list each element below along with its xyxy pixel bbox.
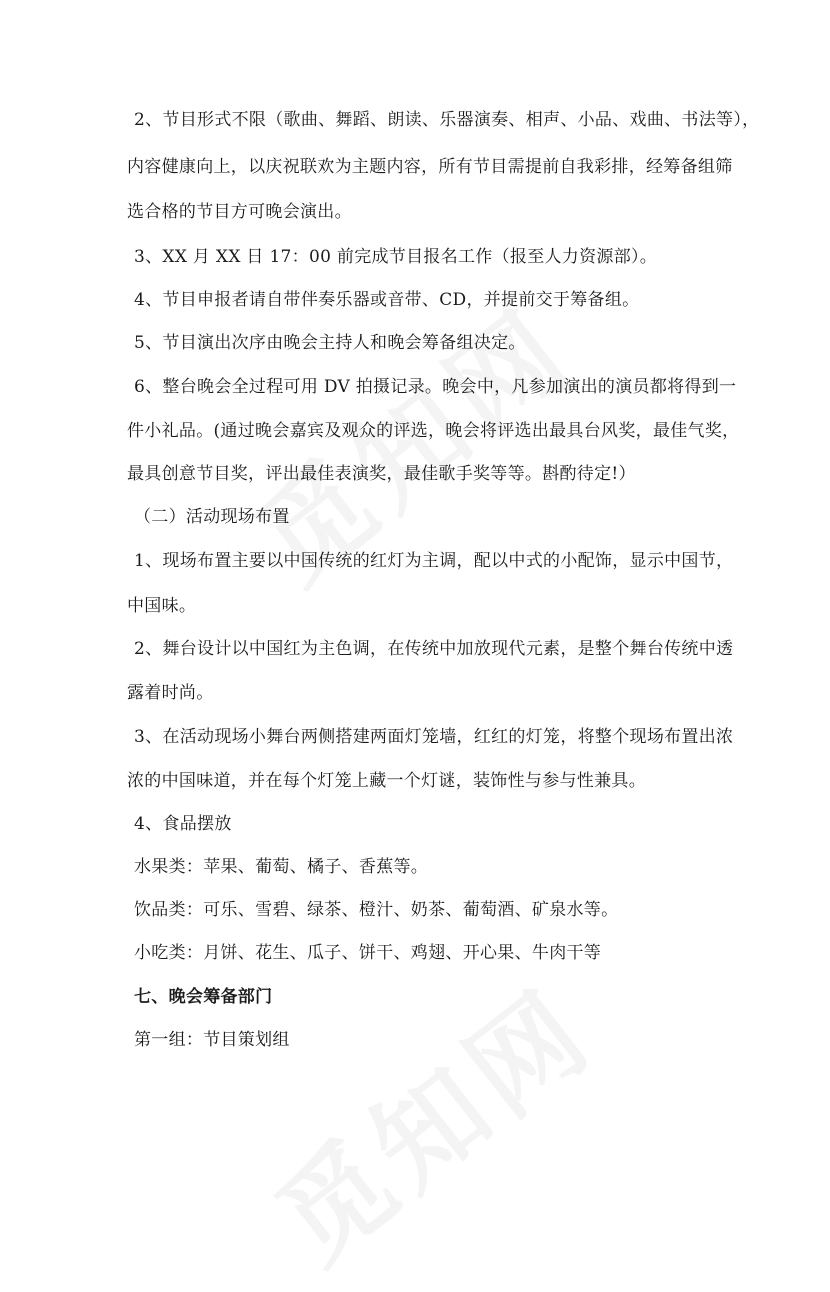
paragraph-line: 6、整台晚会全过程可用 DV 拍摄记录。晚会中，凡参加演出的演员都将得到一 [134, 377, 737, 397]
paragraph-line: 件小礼品。(通过晚会嘉宾及观众的评选，晚会将评选出最具台风奖，最佳气奖， [127, 421, 740, 441]
paragraph-line: 1、现场布置主要以中国传统的红灯为主调，配以中式的小配饰，显示中国节， [134, 551, 734, 571]
chapter-heading: 七、晚会筹备部门 [134, 987, 273, 1007]
list-item: 水果类：苹果、葡萄、橘子、香蕉等。 [134, 857, 429, 877]
section-heading: （二）活动现场布置 [134, 507, 290, 527]
paragraph-line: 浓的中国味道，并在每个灯笼上藏一个灯谜，装饰性与参与性兼具。 [127, 771, 646, 791]
paragraph-line: 选合格的节目方可晚会演出。 [127, 202, 352, 222]
paragraph-line: 2、舞台设计以中国红为主色调，在传统中加放现代元素，是整个舞台传统中透 [134, 639, 734, 659]
paragraph-line: 露着时尚。 [127, 683, 214, 703]
list-item: 小吃类：月饼、花生、瓜子、饼干、鸡翅、开心果、牛肉干等 [134, 943, 602, 963]
paragraph-line: 最具创意节目奖，评出最佳表演奖，最佳歌手奖等等。斟酌待定!） [127, 464, 636, 484]
paragraph-line: 内容健康向上，以庆祝联欢为主题内容，所有节目需提前自我彩排，经筹备组筛 [127, 157, 733, 177]
paragraph-line: 第一组：节目策划组 [134, 1030, 290, 1050]
paragraph-line: 3、XX 月 XX 日 17：00 前完成节目报名工作（报至人力资源部）。 [134, 247, 658, 267]
list-item: 饮品类：可乐、雪碧、绿茶、橙汁、奶茶、葡萄酒、矿泉水等。 [134, 900, 619, 920]
paragraph-line: 2、节目形式不限（歌曲、舞蹈、朗读、乐器演奏、相声、小品、戏曲、书法等）， [134, 110, 760, 130]
paragraph-line: 5、节目演出次序由晚会主持人和晚会筹备组决定。 [134, 333, 526, 353]
paragraph-line: 4、节目申报者请自带伴奏乐器或音带、CD，并提前交于筹备组。 [134, 290, 640, 310]
paragraph-line: 中国味。 [127, 596, 197, 616]
paragraph-line: 4、食品摆放 [134, 814, 232, 834]
paragraph-line: 3、在活动现场小舞台两侧搭建两面灯笼墙，红红的灯笼，将整个现场布置出浓 [134, 727, 734, 747]
watermark [240, 946, 621, 1292]
